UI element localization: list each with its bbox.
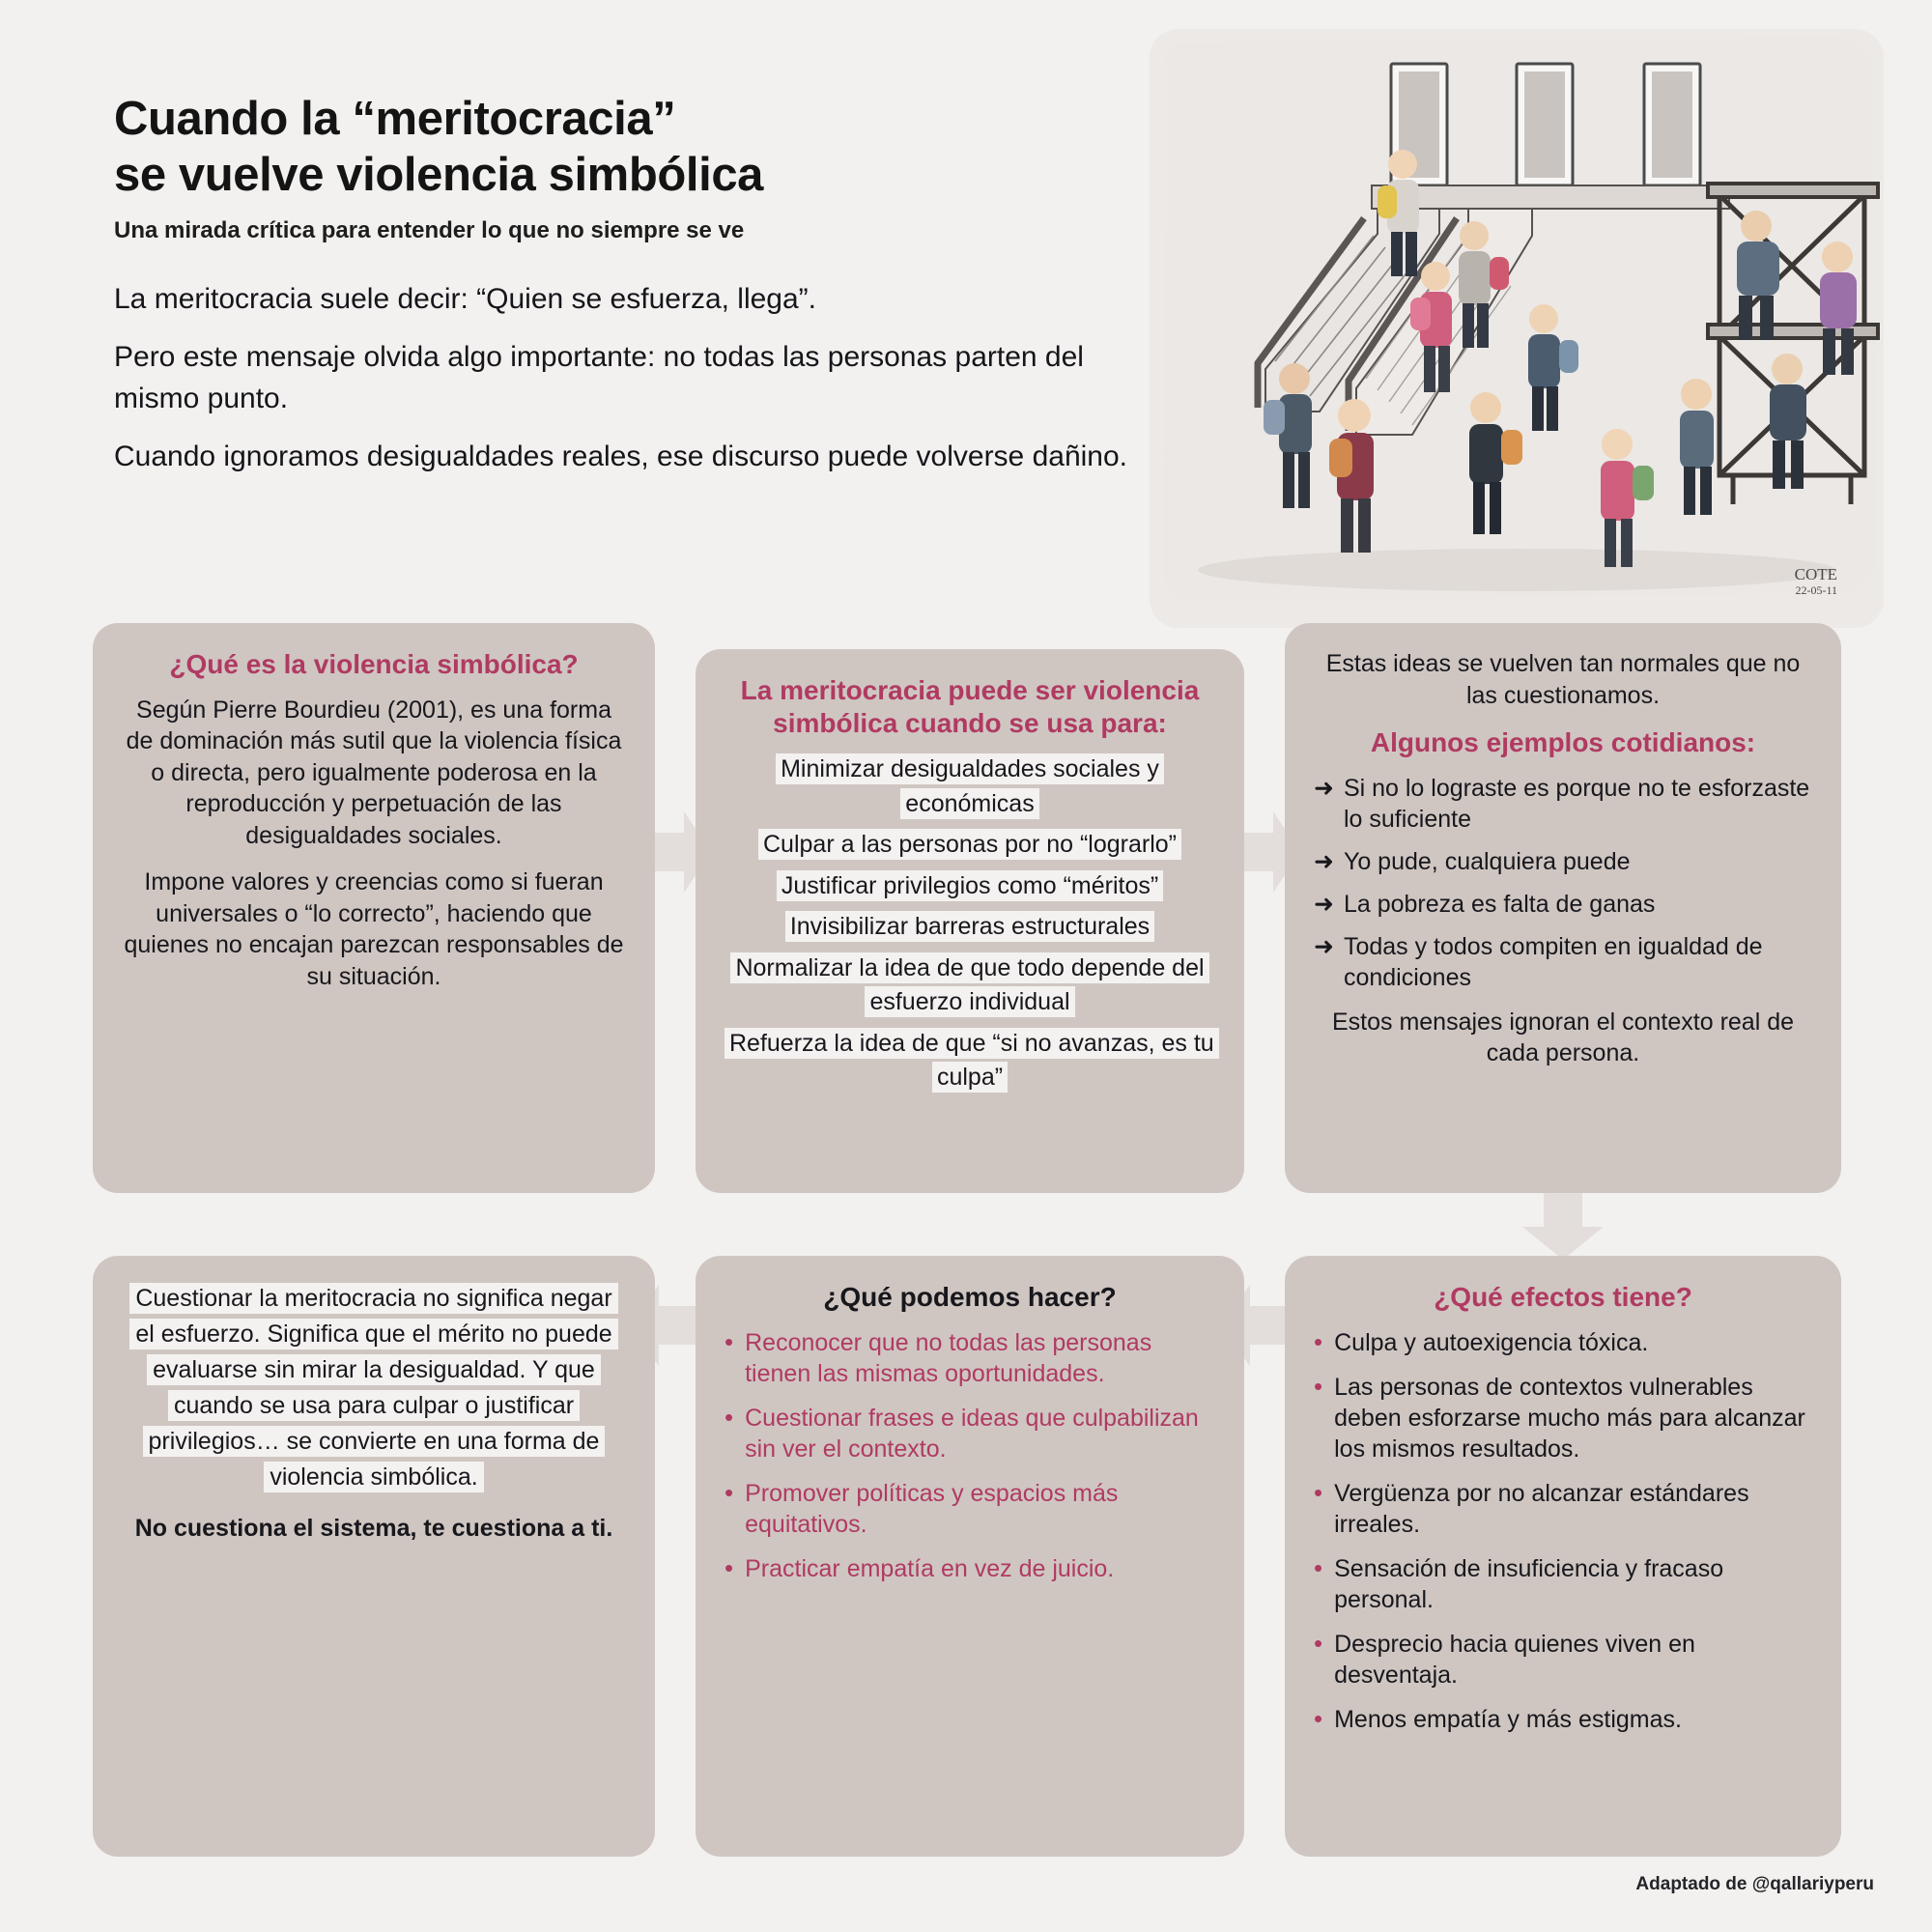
bullet-icon: • <box>1314 1326 1323 1356</box>
lead-paragraph-1: La meritocracia suele decir: “Quien se esfuerza, llega”. <box>114 282 817 315</box>
illustration-credit-name: COTE <box>1794 565 1837 584</box>
accion-item-2: Cuestionar frases e ideas que culpabilizan sin ver el contexto. <box>745 1404 1199 1463</box>
usos-item-6: Refuerza la idea de que “si no avanzas, es tu culpa” <box>724 1028 1219 1094</box>
list-item <box>1314 1327 1812 1358</box>
bullet-icon: • <box>1314 1371 1323 1401</box>
arrow-icon: ➜ <box>1314 847 1334 875</box>
efecto-item-2: Las personas de contextos vulnerables deben esforzarse mucho más para alcanzar los mismos resultados. <box>1334 1373 1805 1463</box>
list-item <box>724 753 1215 821</box>
ejemplo-item-3: La pobreza es falta de ganas <box>1343 890 1656 918</box>
efecto-item-3: Vergüenza por no alcanzar estándares irreales. <box>1334 1479 1749 1538</box>
bullet-icon: • <box>1314 1477 1323 1507</box>
card-cierre <box>93 1256 655 1857</box>
ejemplo-item-1: Si no lo lograste es porque no te esforzaste lo suficiente <box>1343 774 1810 833</box>
arrow-icon: ➜ <box>1314 774 1334 802</box>
header <box>114 92 1138 496</box>
list-item <box>1314 1629 1812 1690</box>
ejemplo-item-2: Yo pude, cualquiera puede <box>1343 847 1631 875</box>
usos-item-2: Culpar a las personas por no “lograrlo” <box>758 829 1181 860</box>
page-subtitle: Una mirada crítica para entender lo que no siempre se ve <box>114 216 745 243</box>
accion-item-3: Promover políticas y espacios más equitativos. <box>745 1479 1119 1538</box>
title-line-2: se vuelve violencia simbólica <box>114 148 764 201</box>
list-que-hacer <box>724 1327 1215 1584</box>
usos-item-5: Normalizar la idea de que todo depende del esfuerzo individual <box>730 952 1208 1018</box>
card-text-valores: Impone valores y creencias como si fueran universales o “lo correcto”, haciendo que quienes no encajan parezcan responsables de su situación. <box>124 868 624 990</box>
list-item <box>1314 846 1812 877</box>
illustration-credit <box>1795 566 1837 597</box>
cierre-bold: No cuestiona el sistema, te cuestiona a ti. <box>134 1515 613 1542</box>
cierre-body-wrapper <box>122 1281 626 1495</box>
bullet-icon: • <box>1314 1552 1323 1582</box>
list-item <box>724 1027 1215 1095</box>
list-item <box>724 828 1215 863</box>
list-meritocracia-usos <box>724 753 1215 1095</box>
usos-item-3: Justificar privilegios como “méritos” <box>777 870 1163 901</box>
list-item <box>724 1553 1215 1584</box>
card-ejemplos-cotidianos <box>1285 623 1841 1193</box>
page-title <box>114 92 1138 204</box>
list-item <box>1314 889 1812 920</box>
title-line-1: Cuando la “meritocracia” <box>114 93 676 145</box>
ejemplo-item-4: Todas y todos compiten en igualdad de condiciones <box>1343 932 1763 991</box>
arrow-icon: ➜ <box>1314 932 1334 960</box>
bullet-icon: • <box>724 1326 734 1356</box>
list-item <box>1314 931 1812 993</box>
list-item <box>724 1403 1215 1464</box>
card-title-meritocracia-usos: La meritocracia puede ser violencia simbólica cuando se usa para: <box>740 675 1200 738</box>
accion-item-4: Practicar empatía en vez de juicio. <box>745 1554 1115 1582</box>
ejemplos-intro: Estas ideas se vuelven tan normales que no las cuestionamos. <box>1325 650 1801 709</box>
bullet-icon: • <box>724 1552 734 1582</box>
list-efectos <box>1314 1327 1812 1735</box>
illustration-drawing <box>1150 29 1884 628</box>
lead-paragraph-3: Cuando ignoramos desigualdades reales, ese discurso puede volverse dañino. <box>114 440 1128 473</box>
efecto-item-4: Sensación de insuficiencia y fracaso personal. <box>1334 1554 1724 1613</box>
card-title-efectos: ¿Qué efectos tiene? <box>1434 1282 1692 1312</box>
list-item <box>724 1327 1215 1389</box>
bullet-icon: • <box>724 1477 734 1507</box>
lead-paragraph-2: Pero este mensaje olvida algo importante: no todas las personas parten del mismo punto. <box>114 341 1084 414</box>
illustration-credit-date: 22-05-11 <box>1795 582 1837 597</box>
list-item <box>724 952 1215 1020</box>
card-text-bourdieu: Según Pierre Bourdieu (2001), es una forma de dominación más sutil que la violencia física o directa, pero igualmente poderosa en la reproducción y perpetuación de las desigualdades sociales. <box>126 696 622 849</box>
card-title-que-hacer: ¿Qué podemos hacer? <box>823 1282 1117 1312</box>
bullet-icon: • <box>1314 1628 1323 1658</box>
bullet-icon: • <box>724 1402 734 1432</box>
card-que-efectos-tiene <box>1285 1256 1841 1857</box>
efecto-item-5: Desprecio hacia quienes viven en desventaja. <box>1334 1630 1695 1689</box>
list-item <box>1314 1372 1812 1464</box>
ejemplos-outro: Estos mensajes ignoran el contexto real de cada persona. <box>1331 1008 1795 1067</box>
card-que-podemos-hacer <box>696 1256 1244 1857</box>
list-item <box>724 910 1215 945</box>
efecto-item-1: Culpa y autoexigencia tóxica. <box>1334 1328 1649 1356</box>
card-meritocracia-usos <box>696 649 1244 1193</box>
illustration-escalator-vs-scaffolding <box>1150 29 1884 628</box>
footer-credit: Adaptado de @qallariyperu <box>1635 1874 1874 1894</box>
accion-item-1: Reconocer que no todas las personas tienen las mismas oportunidades. <box>745 1328 1152 1387</box>
arrow-card3-to-card4 <box>1522 1190 1604 1260</box>
list-ejemplos <box>1314 773 1812 993</box>
card-title-ejemplos: Algunos ejemplos cotidianos: <box>1370 727 1756 757</box>
list-item <box>1314 1553 1812 1615</box>
bullet-icon: • <box>1314 1703 1323 1733</box>
list-item <box>1314 1704 1812 1735</box>
cierre-body: Cuestionar la meritocracia no significa negar el esfuerzo. Significa que el mérito no puede evaluarse sin mirar la desigualdad. Y que cuando se usa para culpar o justificar privilegios… se convierte en una forma de violencia simbólica. <box>129 1283 617 1492</box>
list-item <box>724 869 1215 904</box>
usos-item-4: Invisibilizar barreras estructurales <box>785 911 1154 942</box>
card-title-violencia-simbolica: ¿Qué es la violencia simbólica? <box>169 649 579 679</box>
list-item <box>724 1478 1215 1540</box>
card-que-es-violencia-simbolica <box>93 623 655 1193</box>
cierre-bold-wrapper <box>122 1511 626 1547</box>
arrow-icon: ➜ <box>1314 890 1334 918</box>
efecto-item-6: Menos empatía y más estigmas. <box>1334 1705 1682 1733</box>
lead-paragraphs <box>114 279 1138 478</box>
list-item <box>1314 1478 1812 1540</box>
usos-item-1: Minimizar desigualdades sociales y económicas <box>776 753 1164 819</box>
list-item <box>1314 773 1812 835</box>
